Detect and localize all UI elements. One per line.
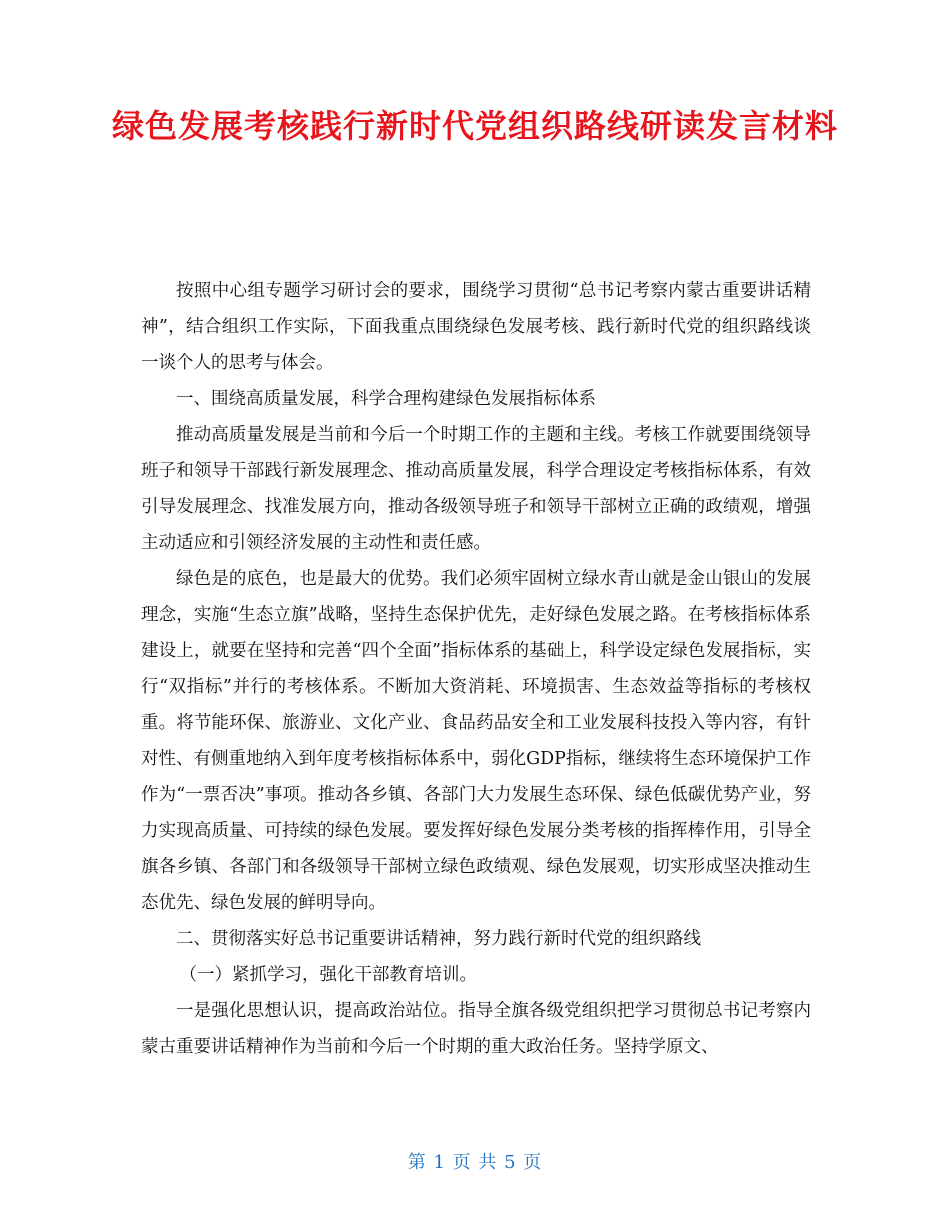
intro-paragraph: 按照中心组专题学习研讨会的要求，围绕学习贯彻“总书记考察内蒙古重要讲话精神”，结合组织工作实际，下面我重点围绕绿色发展考核、践行新时代党的组织路线谈一谈个人的思考与体会。 xyxy=(141,281,811,373)
document-title: 绿色发展考核践行新时代党组织路线研读发言材料 xyxy=(111,107,838,145)
section-heading-2: 二、贯彻落实好总书记重要讲话精神，努力践行新时代党的组织路线 xyxy=(176,929,701,949)
subsection-heading-1: （一）紧抓学习，强化干部教育培训。 xyxy=(179,965,477,985)
body-paragraph: 一是强化思想认识，提高政治站位。指导全旗各级党组织把学习贯彻总书记考察内蒙古重要讲话精神作为当前和今后一个时期的重大政治任务。坚持学原文、 xyxy=(141,1001,811,1057)
section-heading-1: 一、围绕高质量发展，科学合理构建绿色发展指标体系 xyxy=(176,389,596,409)
page-number-footer: 第 1 页 共 5 页 xyxy=(407,1152,543,1173)
document-body xyxy=(141,273,811,1065)
body-paragraph: 绿色是的底色，也是最大的优势。我们必须牢固树立绿水青山就是金山银山的发展理念，实施“生态立旗”战略，坚持生态保护优先，走好绿色发展之路。在考核指标体系建设上，就要在坚持和完善“四个全面”指标体系的基础上，科学设定绿色发展指标，实行“双指标”并行的考核体系。不断加大资消耗、环境损害、生态效益等指标的考核权重。将节能环保、旅游业、文化产业、食品药品安全和工业发展科技投入等内容，有针对性、有侧重地纳入到年度考核指标体系中，弱化GDP指标，继续将生态环境保护工作作为“一票否决”事项。推动各乡镇、各部门大力发展生态环保、绿色低碳优势产业，努力实现高质量、可持续的绿色发展。要发挥好绿色发展分类考核的指挥棒作用，引导全旗各乡镇、各部门和各级领导干部树立绿色政绩观、绿色发展观，切实形成坚决推动生态优先、绿色发展的鲜明导向。 xyxy=(141,569,811,913)
body-paragraph: 推动高质量发展是当前和今后一个时期工作的主题和主线。考核工作就要围绕领导班子和领导干部践行新发展理念、推动高质量发展，科学合理设定考核指标体系，有效引导发展理念、找准发展方向，推动各级领导班子和领导干部树立正确的政绩观，增强主动适应和引领经济发展的主动性和责任感。 xyxy=(141,425,811,553)
